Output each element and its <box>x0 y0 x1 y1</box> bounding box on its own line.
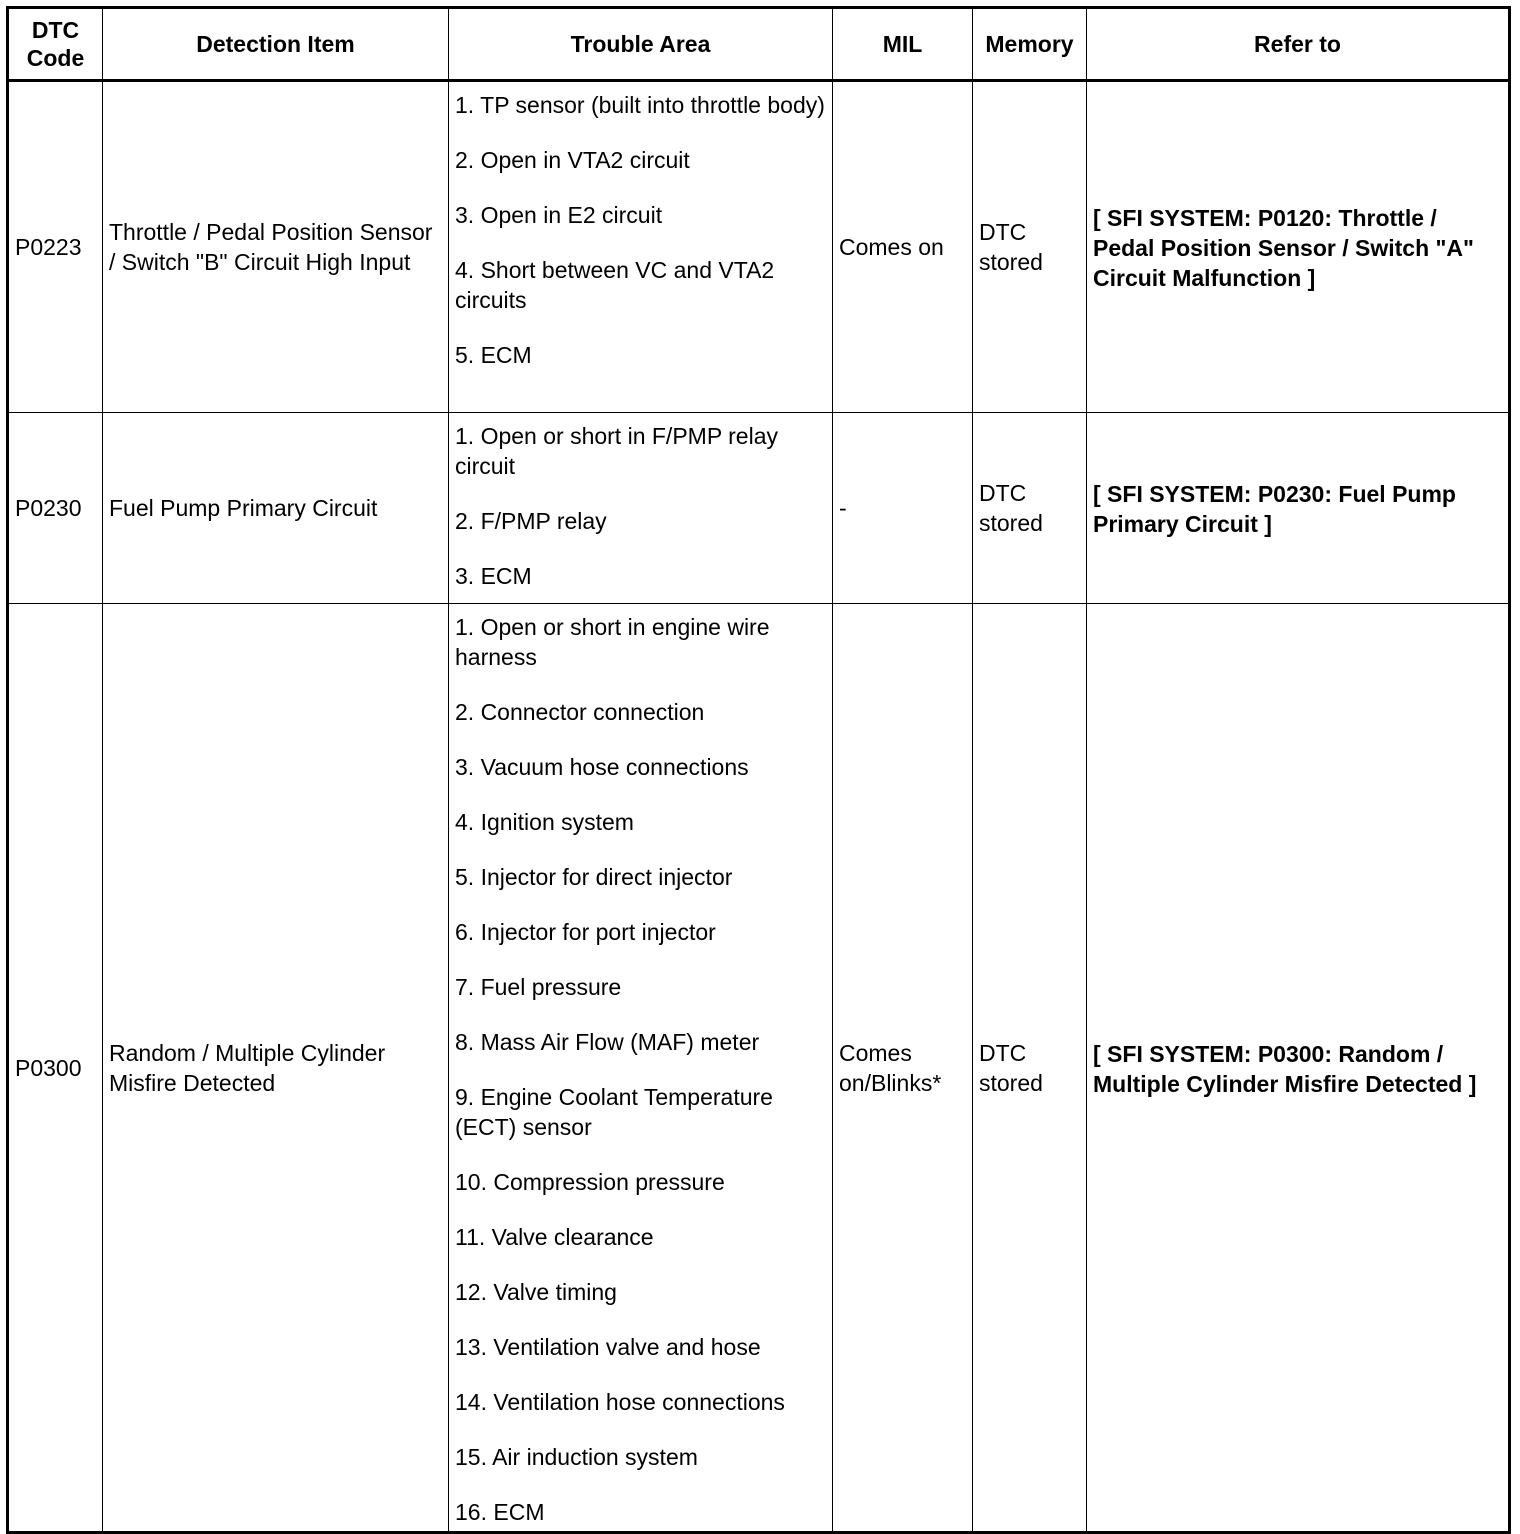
trouble-area-item: 8. Mass Air Flow (MAF) meter <box>455 1029 760 1055</box>
trouble-area-cell <box>449 81 833 413</box>
trouble-area-item: 5. Injector for direct injector <box>455 864 733 890</box>
dtc-table <box>6 6 1511 1534</box>
trouble-area-item: 3. ECM <box>455 563 532 589</box>
header-mil: MIL <box>833 8 973 81</box>
trouble-area-item: 16. ECM <box>455 1499 545 1525</box>
trouble-area-item: 9. Engine Coolant Temperature (ECT) sensor <box>455 1084 773 1140</box>
header-row <box>8 8 1510 81</box>
header-memory: Memory <box>973 8 1087 81</box>
trouble-area-item: 7. Fuel pressure <box>455 974 622 1000</box>
trouble-area-item: 10. Compression pressure <box>455 1169 725 1195</box>
trouble-area-item: 1. TP sensor (built into throttle body) <box>455 92 825 118</box>
memory-cell: DTC stored <box>973 604 1087 1533</box>
table-row <box>8 604 1510 1533</box>
dtc-code-cell: P0230 <box>8 413 103 604</box>
header-detection-item: Detection Item <box>103 8 449 81</box>
refer-to-link[interactable]: [ SFI SYSTEM: P0230: Fuel Pump Primary Circuit ] <box>1093 481 1456 537</box>
trouble-area-item: 12. Valve timing <box>455 1279 617 1305</box>
dtc-code-cell: P0223 <box>8 81 103 413</box>
refer-to-cell <box>1087 413 1510 604</box>
header-trouble-area: Trouble Area <box>449 8 833 81</box>
trouble-area-item: 4. Short between VC and VTA2 circuits <box>455 257 775 313</box>
trouble-area-item: 2. Open in VTA2 circuit <box>455 147 690 173</box>
memory-cell: DTC stored <box>973 81 1087 413</box>
trouble-area-item: 13. Ventilation valve and hose <box>455 1334 761 1360</box>
trouble-area-item: 14. Ventilation hose connections <box>455 1389 785 1415</box>
memory-cell: DTC stored <box>973 413 1087 604</box>
refer-to-link[interactable]: [ SFI SYSTEM: P0120: Throttle / Pedal Position Sensor / Switch "A" Circuit Malfunction ] <box>1093 205 1474 291</box>
dtc-code-cell: P0300 <box>8 604 103 1533</box>
refer-to-cell <box>1087 81 1510 413</box>
table-row <box>8 81 1510 413</box>
trouble-area-item: 4. Ignition system <box>455 809 634 835</box>
refer-to-cell <box>1087 604 1510 1533</box>
detection-item-cell: Fuel Pump Primary Circuit <box>103 413 449 604</box>
trouble-area-item: 5. ECM <box>455 342 532 368</box>
trouble-area-item: 1. Open or short in engine wire harness <box>455 614 770 670</box>
mil-cell: - <box>833 413 973 604</box>
table-row <box>8 413 1510 604</box>
trouble-area-item: 2. F/PMP relay <box>455 508 607 534</box>
detection-item-cell: Throttle / Pedal Position Sensor / Switch "B" Circuit High Input <box>103 81 449 413</box>
trouble-area-item: 2. Connector connection <box>455 699 705 725</box>
trouble-area-cell <box>449 604 833 1533</box>
trouble-area-item: 3. Vacuum hose connections <box>455 754 749 780</box>
mil-cell: Comes on/Blinks* <box>833 604 973 1533</box>
mil-cell: Comes on <box>833 81 973 413</box>
header-dtc-code: DTC Code <box>8 8 103 81</box>
trouble-area-item: 15. Air induction system <box>455 1444 698 1470</box>
refer-to-link[interactable]: [ SFI SYSTEM: P0300: Random / Multiple Cylinder Misfire Detected ] <box>1093 1040 1477 1097</box>
header-refer-to: Refer to <box>1087 8 1510 81</box>
trouble-area-item: 6. Injector for port injector <box>455 919 716 945</box>
trouble-area-item: 3. Open in E2 circuit <box>455 202 663 228</box>
detection-item-cell: Random / Multiple Cylinder Misfire Detected <box>103 604 449 1533</box>
trouble-area-item: 11. Valve clearance <box>455 1224 654 1250</box>
trouble-area-cell <box>449 413 833 604</box>
trouble-area-item: 1. Open or short in F/PMP relay circuit <box>455 423 778 479</box>
